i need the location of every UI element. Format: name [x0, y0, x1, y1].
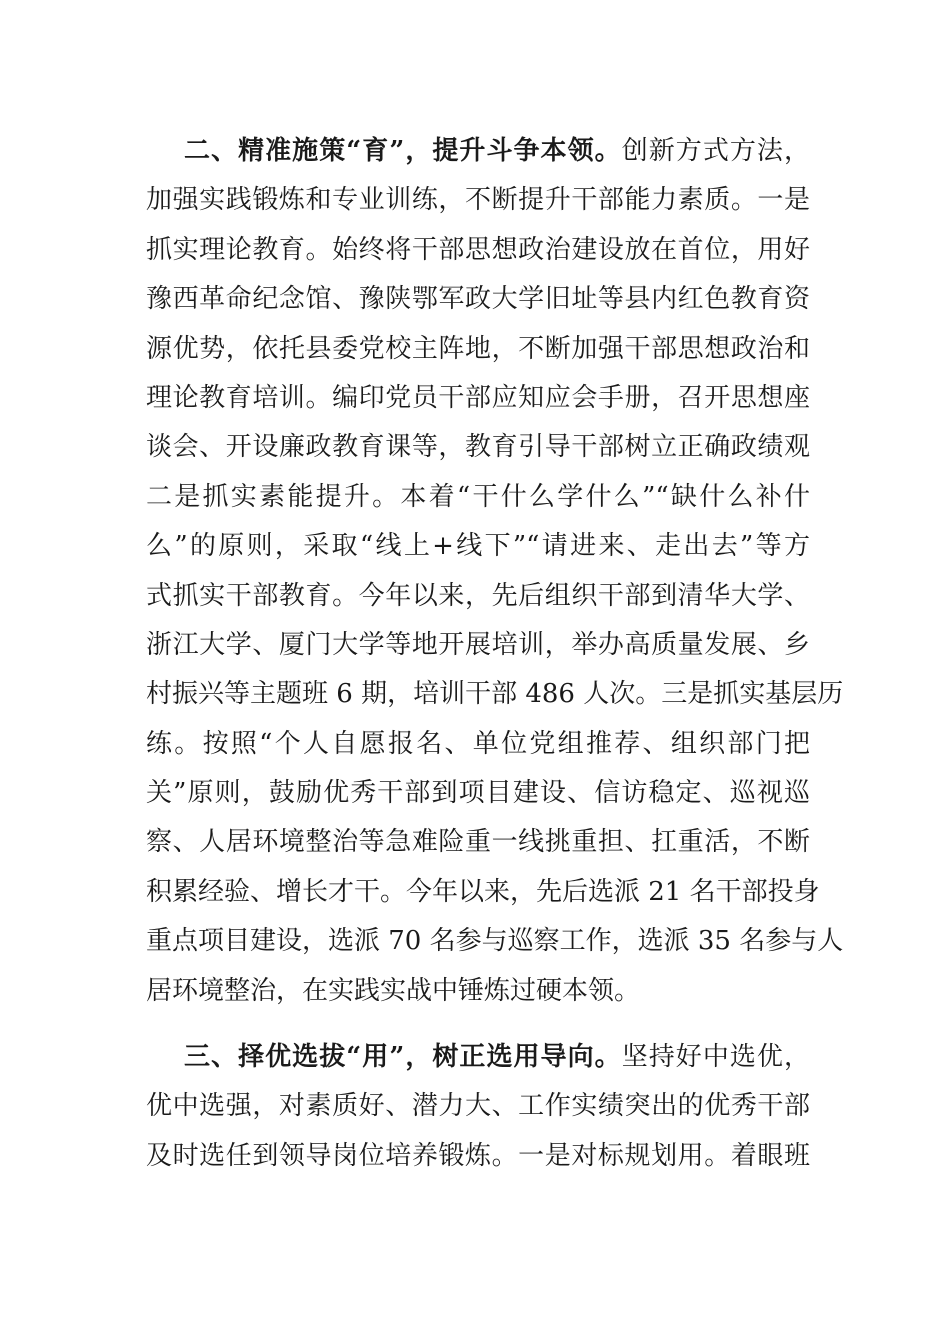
paragraph-line: 浙江大学、厦门大学等地开展培训，举办高质量发展、乡: [146, 629, 810, 660]
paragraph-line: [146, 127, 810, 176]
paragraph-line: [146, 1033, 810, 1082]
paragraph-line: 及时选任到领导岗位培养锻炼。一是对标规划用。着眼班: [146, 1140, 810, 1171]
paragraph-line: 居环境整治，在实践实战中锤炼过硬本领。: [146, 975, 641, 1006]
paragraph-line: 察、人居环境整治等急难险重一线挑重担、扛重活，不断: [146, 827, 810, 858]
paragraph-line: 加强实践锻炼和专业训练，不断提升干部能力素质。一是: [146, 185, 810, 216]
paragraph-line: 豫西革命纪念馆、豫陕鄂军政大学旧址等县内红色教育资: [146, 284, 810, 315]
paragraph-line: 关”原则，鼓励优秀干部到项目建设、信访稳定、巡视巡: [146, 778, 810, 809]
paragraph-line: 村振兴等主题班 6 期，培训干部 486 人次。三是抓实基层历: [146, 679, 844, 710]
paragraph-line: 理论教育培训。编印党员干部应知应会手册，召开思想座: [146, 382, 810, 413]
paragraph-line: 源优势，依托县委党校主阵地，不断加强干部思想政治和: [146, 333, 810, 364]
paragraph-line: 练。按照“个人自愿报名、单位党组推荐、组织部门把: [146, 728, 810, 759]
paragraph-line: 二是抓实素能提升。本着“干什么学什么”“缺什么补什: [146, 481, 810, 512]
paragraph-line: 积累经验、增长才干。今年以来，先后选派 21 名干部投身: [146, 876, 820, 907]
paragraph-section-two: [146, 127, 844, 1016]
paragraph-line: 优中选强，对素质好、潜力大、工作实绩突出的优秀干部: [146, 1091, 810, 1122]
paragraph-section-three: [146, 1033, 810, 1181]
line-text: 创新方式方法，: [621, 136, 810, 166]
section-heading: 三、择优选拔“用”，树正选用导向。: [184, 1042, 622, 1072]
paragraph-line: 抓实理论教育。始终将干部思想政治建设放在首位，用好: [146, 234, 810, 265]
line-text: 坚持好中选优，: [621, 1042, 810, 1072]
paragraph-line: 谈会、开设廉政教育课等，教育引导干部树立正确政绩观: [146, 432, 810, 463]
paragraph-line: 么”的原则，采取“线上+线下”“请进来、走出去”等方: [146, 531, 810, 562]
section-heading: 二、精准施策“育”，提升斗争本领。: [184, 136, 622, 166]
paragraph-line: 重点项目建设，选派 70 名参与巡察工作，选派 35 名参与人: [146, 926, 844, 957]
paragraph-line: 式抓实干部教育。今年以来，先后组织干部到清华大学、: [146, 580, 810, 611]
